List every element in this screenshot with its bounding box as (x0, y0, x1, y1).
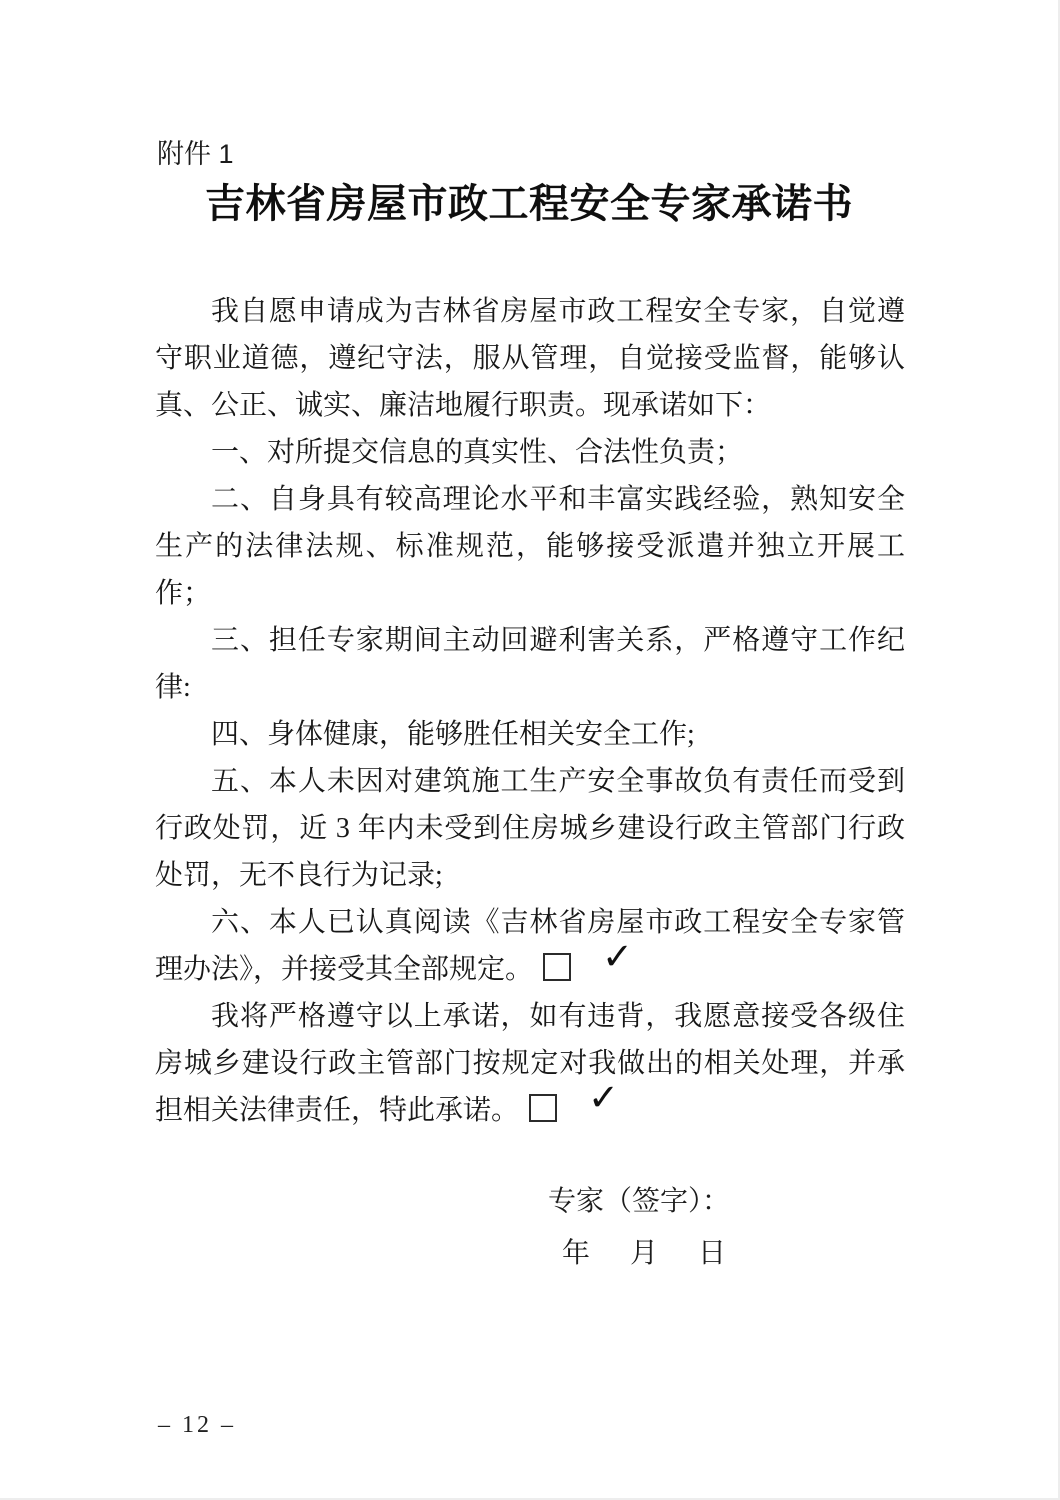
date-line: 年 月 日 (562, 1238, 733, 1269)
document-title: 吉林省房屋市政工程安全专家承诺书 (205, 181, 853, 226)
checkbox-checked-icon[interactable] (543, 935, 634, 981)
document-body (155, 288, 905, 1134)
closing-paragraph (155, 993, 905, 1134)
check-mark-icon: ✓ (602, 935, 634, 978)
expert-signature-line: 专家（签字）： (548, 1186, 731, 1217)
commitment-item-5: 五、本人未因对建筑施工生产安全事故负有责任而受到行政处罚，近 3 年内未受到住房城乡建设行政主管部门行政处罚，无不良行为记录; (155, 766, 905, 891)
commitment-item-4: 四、身体健康，能够胜任相关安全工作; (211, 719, 695, 750)
intro-paragraph: 我自愿申请成为吉林省房屋市政工程安全专家，自觉遵守职业道德，遵纪守法，服从管理，自觉接受监督，能够认真、公正、诚实、廉洁地履行职责。现承诺如下： (155, 296, 905, 421)
check-mark-icon: ✓ (588, 1076, 620, 1119)
commitment-item-6 (155, 899, 905, 993)
commitment-item-2: 二、自身具有较高理论水平和丰富实践经验，熟知安全生产的法律法规、标准规范，能够接受派遣并独立开展工作； (155, 484, 905, 609)
commitment-item-6-text: 六、本人已认真阅读《吉林省房屋市政工程安全专家管理办法》，并接受其全部规定。 (155, 907, 905, 985)
closing-paragraph-text: 我将严格遵守以上承诺，如有违背，我愿意接受各级住房城乡建设行政主管部门按规定对我做出的相关处理，并承担相关法律责任，特此承诺。 (155, 1001, 905, 1126)
checkbox-checked-icon[interactable] (529, 1076, 620, 1122)
attachment-label: 附件 1 (157, 139, 234, 169)
commitment-item-3: 三、担任专家期间主动回避利害关系，严格遵守工作纪律: (155, 625, 905, 703)
page-number: – 12 – (158, 1412, 236, 1438)
signature-block (548, 1176, 732, 1280)
commitment-item-1: 一、对所提交信息的真实性、合法性负责； (211, 437, 744, 468)
